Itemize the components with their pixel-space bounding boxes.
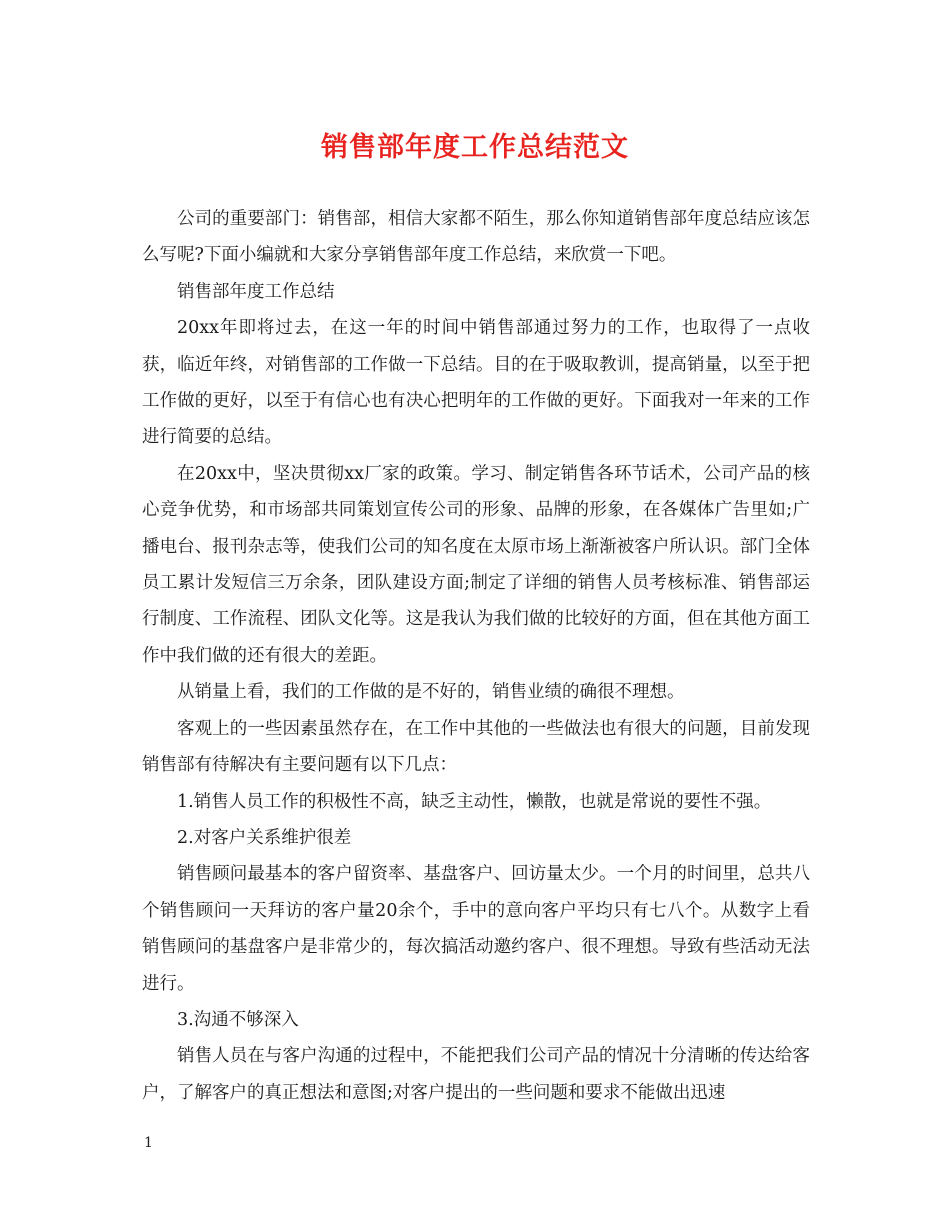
paragraph-subheading: 销售部年度工作总结: [177, 281, 335, 302]
paragraph-problem-2: 2.对客户关系维护很差: [177, 827, 352, 848]
document-title: 销售部年度工作总结范文: [321, 132, 629, 163]
paragraph-overview: 20xx年即将过去，在这一年的时间中销售部通过努力的工作，也取得了一点收获，临近年终，对销售部的工作做一下总结。目的在于吸取教训，提高销量，以至于把工作做的更好，以至于有信心也有决心把明年的工作做的更好。下面我对一年来的工作进行简要的总结。: [142, 318, 810, 448]
page-number: 1: [144, 1135, 153, 1151]
paragraph-intro: 公司的重要部门：销售部，相信大家都不陌生，那么你知道销售部年度总结应该怎么写呢?下面小编就和大家分享销售部年度工作总结，来欣赏一下吧。: [142, 209, 810, 266]
paragraph-problem-1: 1.销售人员工作的积极性不高，缺乏主动性，懒散，也就是常说的要性不强。: [177, 791, 772, 812]
paragraph-problems-intro: 客观上的一些因素虽然存在，在工作中其他的一些做法也有很大的问题，目前发现销售部有待解决有主要问题有以下几点：: [142, 718, 810, 776]
paragraph-problem-2-detail: 销售顾问最基本的客户留资率、基盘客户、回访量太少。一个月的时间里，总共八个销售顾问一天拜访的客户量20余个，手中的意向客户平均只有七八个。从数字上看销售顾问的基盘客户是非常少的，每次搞活动邀约客户、很不理想。导致有些活动无法进行。: [142, 864, 810, 994]
paragraph-problem-3-detail: 销售人员在与客户沟通的过程中，不能把我们公司产品的情况十分清晰的传达给客户，了解客户的真正想法和意图;对客户提出的一些问题和要求不能做出迅速: [142, 1046, 810, 1103]
document-body: [142, 201, 810, 1111]
paragraph-problem-3: 3.沟通不够深入: [177, 1009, 299, 1030]
paragraph-sales-volume: 从销量上看，我们的工作做的是不好的，销售业绩的确很不理想。: [177, 682, 685, 703]
paragraph-achievements: 在20xx中，坚决贯彻xx厂家的政策。学习、制定销售各环节话术，公司产品的核心竞争优势，和市场部共同策划宣传公司的形象、品牌的形象，在各媒体广告里如;广播电台、报刊杂志等，使我们公司的知名度在太原市场上渐渐被客户所认识。部门全体员工累计发短信三万余条，团队建设方面;制定了详细的销售人员考核标准、销售部运行制度、工作流程、团队文化等。这是我认为我们做的比较好的方面，但在其他方面工作中我们做的还有很大的差距。: [142, 463, 810, 666]
